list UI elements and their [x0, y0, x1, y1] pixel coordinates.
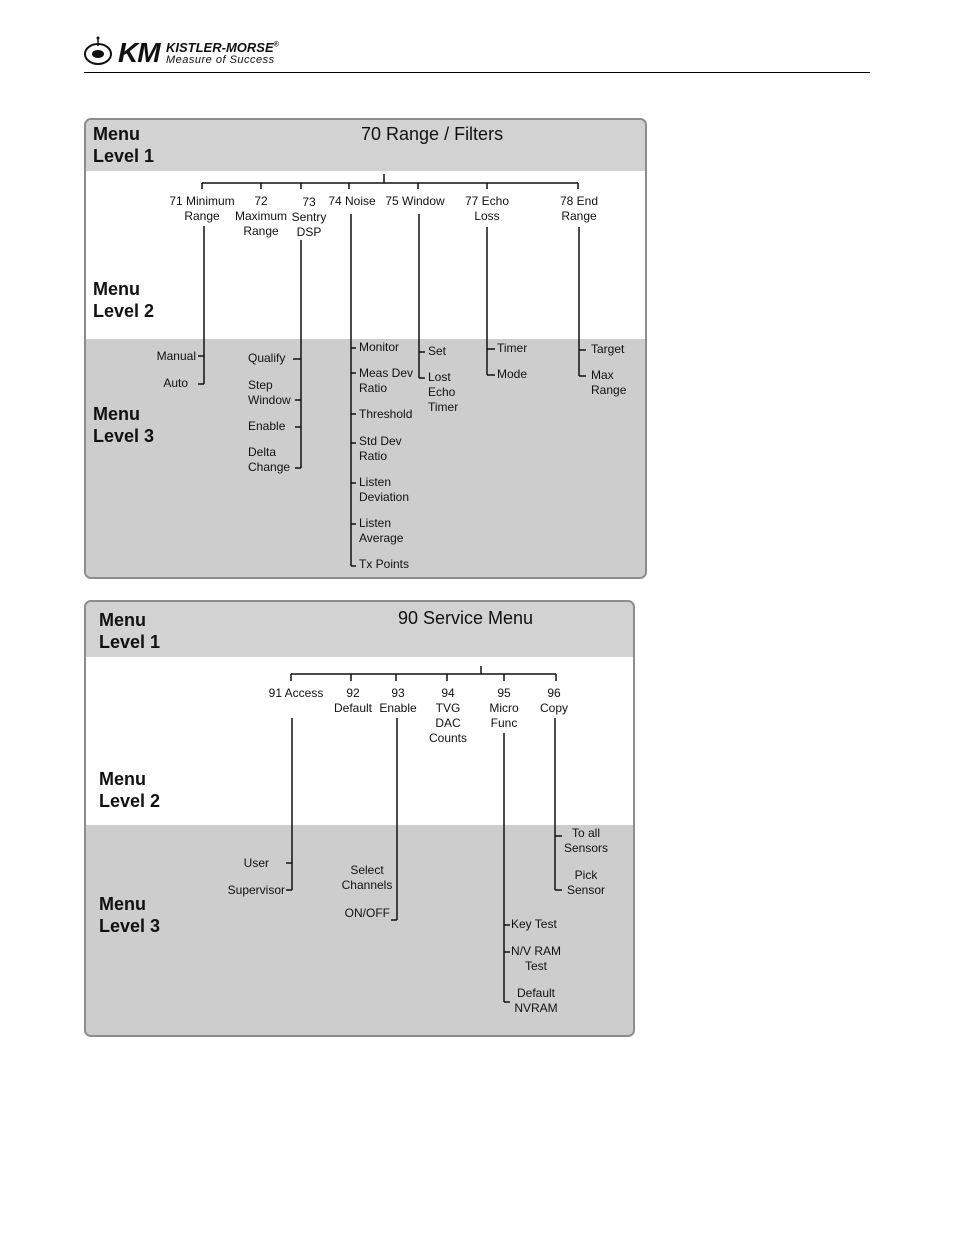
page-header	[0, 0, 954, 80]
menu70-sub-delta-change: Delta Change	[248, 445, 291, 474]
menu70-item-78: 78 End Range	[559, 194, 599, 223]
menu70-item-73: 73 Sentry DSP	[291, 195, 327, 239]
level-label-line: Level 2	[99, 791, 161, 811]
menu90-item-95: 95 Micro Func	[489, 686, 519, 730]
level-label-line: Level 3	[99, 916, 161, 936]
level-label-line: Menu	[93, 404, 140, 424]
menu90-sub-to-all-sensors: To all Sensors	[563, 826, 609, 855]
level-label-line: Menu	[99, 769, 146, 789]
menu90-item-91: 91 Access	[268, 686, 324, 700]
menu90-sub-default-nvram: Default NVRAM	[514, 986, 558, 1015]
level-label-line: Level 1	[93, 146, 155, 166]
header-rule	[84, 72, 870, 73]
menu70-sub-monitor: Monitor	[359, 340, 400, 354]
level-label-line: Level 3	[93, 426, 155, 446]
menu70-sub-enable: Enable	[248, 419, 286, 433]
menu90-item-96: 96 Copy	[539, 686, 568, 715]
menu70-sub-target: Target	[591, 342, 625, 356]
menu90-diagram	[84, 600, 635, 1037]
logo-brand	[166, 40, 279, 55]
menu70-title: 70 Range / Filters	[361, 124, 504, 144]
menu70-item-77: 77 Echo Loss	[464, 194, 510, 223]
menu70-sub-step-window: Step Window	[248, 378, 291, 407]
brand-name: KISTLER-MORSE	[166, 40, 274, 55]
menu90-sub-user: User	[243, 856, 269, 870]
menu70-item-75: 75 Window	[385, 194, 445, 208]
menu90-item-93: 93 Enable	[379, 686, 417, 715]
registered-mark: ®	[273, 41, 279, 49]
menu70-item-71: 71 Minimum Range	[169, 194, 235, 223]
menu70-diagram	[84, 118, 647, 579]
level-label-line: Menu	[93, 279, 140, 299]
level-label-line: Menu	[93, 124, 140, 144]
level-label-line: Level 2	[93, 301, 155, 321]
menu70-sub-threshold: Threshold	[359, 407, 413, 421]
logo-initials: KM	[118, 37, 160, 68]
menu70-sub-mode: Mode	[497, 367, 528, 381]
menu90-item-94: 94 TVG DAC Counts	[428, 686, 468, 745]
logo-tagline: Measure of Success	[166, 54, 275, 66]
menu90-title: 90 Service Menu	[398, 608, 534, 628]
menu70-sub-listen-deviation: Listen Deviation	[359, 475, 410, 504]
menu70-item-74: 74 Noise	[328, 194, 376, 208]
menu70-sub-max-range: Max Range	[591, 368, 627, 397]
menu70-sub-std-dev-ratio: Std Dev Ratio	[359, 434, 402, 463]
menu70-sub-listen-average: Listen Average	[359, 516, 404, 545]
menu70-sub-lost-echo-timer: Lost Echo Timer	[428, 370, 459, 414]
menu90-item-92: 92 Default	[333, 686, 373, 715]
logo-icon	[84, 36, 114, 68]
menu90-sub-nv-ram-test: N/V RAM Test	[510, 944, 561, 973]
menu90-sub-select-channels: Select Channels	[341, 863, 393, 892]
menu90-sub-pick-sensor: Pick Sensor	[566, 868, 606, 897]
menu70-sub-qualify: Qualify	[248, 351, 286, 365]
menu90-sub-on-off: ON/OFF	[344, 906, 390, 920]
menu70-sub-manual: Manual	[156, 349, 196, 363]
level-label-line: Level 1	[99, 632, 161, 652]
level-label-line: Menu	[99, 894, 146, 914]
menu90-sub-key-test: Key Test	[511, 917, 557, 931]
menu90-sub-supervisor: Supervisor	[227, 883, 285, 897]
menu70-sub-auto: Auto	[163, 376, 188, 390]
menu70-sub-tx-points: Tx Points	[359, 557, 410, 571]
menu70-sub-meas-dev-ratio: Meas Dev Ratio	[359, 366, 414, 395]
menu70-item-72: 72 Maximum Range	[234, 194, 287, 238]
menu70-sub-timer: Timer	[497, 341, 528, 355]
menu70-sub-set: Set	[428, 344, 447, 358]
level-label-line: Menu	[99, 610, 146, 630]
